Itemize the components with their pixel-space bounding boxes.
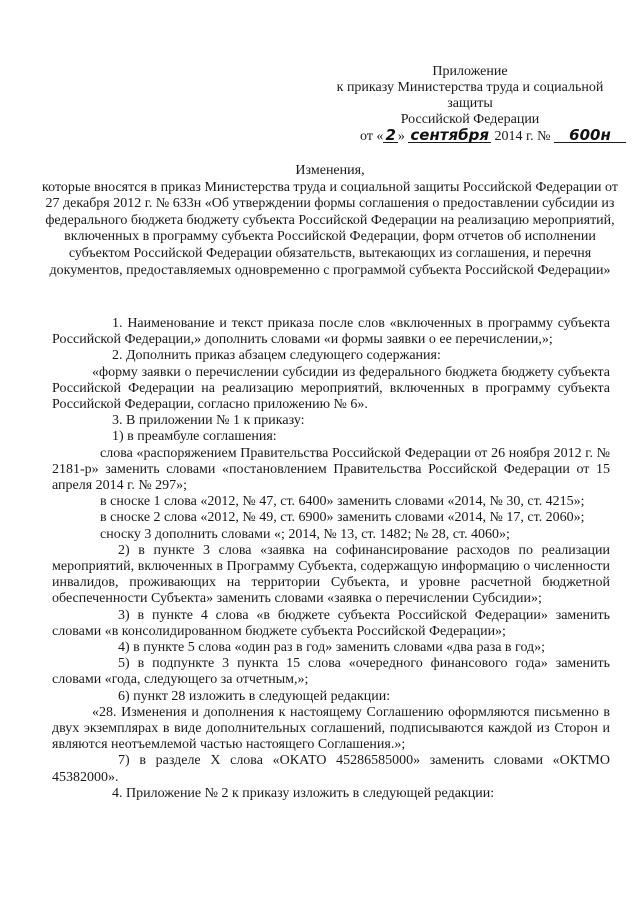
order-number-handwritten: 600н [554, 128, 626, 143]
paragraph-14: 6) пункт 28 изложить в следующей редакции: [118, 688, 391, 704]
paragraph-5: 1) в преамбуле соглашения: [112, 429, 277, 445]
order-line-3: Российской Федерации [400, 112, 540, 127]
document-title [40, 163, 620, 279]
date-day-handwritten: 2 [385, 126, 396, 144]
paragraph-2: 2. Дополнить приказ абзацем следующего содержания: [112, 348, 441, 364]
paragraph-1: 1. Наименование и текст приказа после слов «включенных в программу субъекта Российской Федерации,» дополнить словами «и формы заявки о ее перечислении,»; [52, 316, 610, 348]
paragraph-13: 5) в подпункте 3 пункта 15 слова «очередного финансового года» заменить словами «года, следующего за отчетным,»; [52, 656, 610, 688]
paragraph-8: в сноске 2 слова «2012, № 49, ст. 6900» заменить словами «2014, № 17, ст. 2060»; [100, 510, 585, 526]
appendix-header [330, 64, 610, 145]
title-subheading: которые вносятся в приказ Министерства труда и социальной защиты Российской Федерации от 27 декабря 2012 г. № 633н «Об утверждении формы соглашения о предоставлении субсидии из федерального бюджета бюджету субъекта Российской Федерации на реализацию мероприятий, включенных в программу субъекта Российской Федерации, форм отчетов об исполнении субъектом Российской Федерации обязательств, вытекающих из соглашения, и перечня документов, предоставляемых одновременно с программой субъекта Российской Федерации» [42, 179, 618, 278]
paragraph-3: «форму заявки о перечислении субсидии из федерального бюджета бюджету субъекта Российской Федерации на реализацию мероприятий, включенных в программу субъекта Российской Федерации, согласно приложению № 6». [52, 364, 610, 413]
paragraph-10: 2) в пункте 3 слова «заявка на софинансирование расходов по реализации мероприятий, включенных в Программу Субъекта, содержащую информацию о численности инвалидов, проживающих на территории Субъекта, и уровне расчетной бюджетной обеспеченности Субъекта» заменить словами «заявка о перечислении Субсидии»; [52, 542, 610, 607]
date-year: 2014 г. № [494, 129, 551, 144]
date-month-handwritten: сентября [410, 126, 489, 144]
appendix-label: Приложение [432, 64, 508, 79]
order-line-1: к приказу Министерства труда и социальной [336, 80, 604, 95]
paragraph-9: сноску 3 дополнить словами «; 2014, № 13, ст. 1482; № 28, ст. 4060»; [100, 526, 510, 542]
paragraph-15: «28. Изменения и дополнения к настоящему Соглашению оформляются письменно в двух экземплярах в виде дополнительных соглашений, подписываются каждой из Сторон и являются неотъемлемой частью настоящего Соглашения.»; [52, 704, 610, 753]
order-line-2: защиты [447, 96, 493, 111]
paragraph-4: 3. В приложении № 1 к приказу: [112, 413, 305, 429]
paragraph-12: 4) в пункте 5 слова «один раз в год» заменить словами «два раза в год»; [118, 640, 546, 656]
paragraph-6: слова «распоряжением Правительства Российской Федерации от 26 ноября 2012 г. № 2181-р» заменить словами «постановлением Правительства Российской Федерации от 15 апреля 2014 г. № 297»; [52, 445, 610, 494]
title-heading: Изменения, [295, 163, 365, 178]
paragraph-7: в сноске 1 слова «2012, № 47, ст. 6400» заменить словами «2014, № 30, ст. 4215»; [100, 494, 585, 510]
date-mid: » [397, 129, 405, 144]
date-prefix: от « [360, 129, 384, 144]
paragraph-11: 3) в пункте 4 слова «в бюджете субъекта Российской Федерации» заменить словами «в консолидированном бюджете субъекта Российской Федерации»; [52, 607, 610, 639]
paragraph-17: 4. Приложение № 2 к приказу изложить в следующей редакции: [112, 785, 495, 801]
document-body [52, 316, 610, 802]
paragraph-16: 7) в разделе X слова «ОКАТО 45286585000» заменить словами «ОКТМО 45382000». [52, 753, 610, 785]
order-date-line [330, 128, 610, 145]
